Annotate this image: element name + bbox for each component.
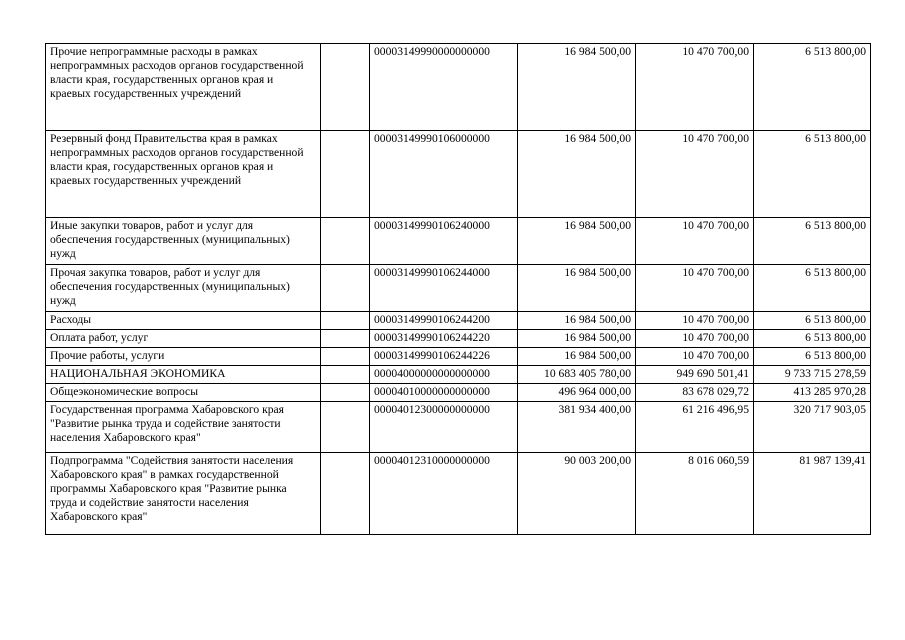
row-value-remain-cell: 6 513 800,00 [754, 330, 871, 348]
row-value-remain-cell: 6 513 800,00 [754, 265, 871, 312]
row-value-exec-cell: 10 470 700,00 [636, 218, 754, 265]
row-value-exec-cell: 10 470 700,00 [636, 265, 754, 312]
row-value-plan-cell: 381 934 400,00 [518, 402, 636, 453]
table-row [46, 366, 871, 384]
row-empty-cell [321, 312, 370, 330]
row-value-plan-cell: 16 984 500,00 [518, 265, 636, 312]
row-name-cell: Государственная программа Хабаровского края "Развитие рынка труда и содействие занятости населения Хабаровского края" [46, 402, 321, 453]
row-value-exec-cell: 10 470 700,00 [636, 348, 754, 366]
row-code-cell: 00004012310000000000 [370, 453, 518, 535]
row-code-cell: 00003149990106244220 [370, 330, 518, 348]
row-code-cell: 00003149990000000000 [370, 44, 518, 131]
row-value-plan-cell: 16 984 500,00 [518, 44, 636, 131]
row-value-plan-cell: 16 984 500,00 [518, 218, 636, 265]
row-name-cell: Расходы [46, 312, 321, 330]
row-value-remain-cell: 9 733 715 278,59 [754, 366, 871, 384]
row-value-exec-cell: 10 470 700,00 [636, 330, 754, 348]
table-row [46, 265, 871, 312]
table-row [46, 44, 871, 131]
row-value-plan-cell: 90 003 200,00 [518, 453, 636, 535]
table-row [46, 330, 871, 348]
row-value-exec-cell: 949 690 501,41 [636, 366, 754, 384]
row-name-cell: Прочие непрограммные расходы в рамках непрограммных расходов органов государственной власти края, государственных органов края и краевых государственных учреждений [46, 44, 321, 131]
table-row [46, 384, 871, 402]
row-name-cell: Оплата работ, услуг [46, 330, 321, 348]
row-empty-cell [321, 44, 370, 131]
row-value-remain-cell: 6 513 800,00 [754, 131, 871, 218]
table-row [46, 402, 871, 453]
row-name-cell: НАЦИОНАЛЬНАЯ ЭКОНОМИКА [46, 366, 321, 384]
row-code-cell: 00004000000000000000 [370, 366, 518, 384]
row-value-plan-cell: 16 984 500,00 [518, 312, 636, 330]
row-value-exec-cell: 10 470 700,00 [636, 312, 754, 330]
row-empty-cell [321, 366, 370, 384]
row-value-exec-cell: 8 016 060,59 [636, 453, 754, 535]
row-code-cell: 00003149990106240000 [370, 218, 518, 265]
row-empty-cell [321, 384, 370, 402]
row-name-cell: Иные закупки товаров, работ и услуг для обеспечения государственных (муниципальных) нужд [46, 218, 321, 265]
row-code-cell: 00003149990106244000 [370, 265, 518, 312]
row-value-remain-cell: 320 717 903,05 [754, 402, 871, 453]
row-value-remain-cell: 6 513 800,00 [754, 218, 871, 265]
row-empty-cell [321, 453, 370, 535]
budget-table-body [46, 44, 871, 535]
row-code-cell: 00004010000000000000 [370, 384, 518, 402]
row-empty-cell [321, 265, 370, 312]
row-value-remain-cell: 413 285 970,28 [754, 384, 871, 402]
row-empty-cell [321, 330, 370, 348]
row-empty-cell [321, 348, 370, 366]
table-row [46, 312, 871, 330]
row-value-exec-cell: 10 470 700,00 [636, 131, 754, 218]
row-name-cell: Прочая закупка товаров, работ и услуг для обеспечения государственных (муниципальных) нужд [46, 265, 321, 312]
row-value-exec-cell: 61 216 496,95 [636, 402, 754, 453]
row-name-cell: Прочие работы, услуги [46, 348, 321, 366]
budget-table [45, 43, 871, 535]
row-name-cell: Подпрограмма "Содействия занятости населения Хабаровского края" в рамках государственной программы Хабаровского края "Развитие рынка труда и содействие занятости населения Хабаровского края" [46, 453, 321, 535]
table-row [46, 453, 871, 535]
row-value-plan-cell: 10 683 405 780,00 [518, 366, 636, 384]
row-value-plan-cell: 16 984 500,00 [518, 131, 636, 218]
row-empty-cell [321, 402, 370, 453]
row-value-plan-cell: 16 984 500,00 [518, 330, 636, 348]
row-value-plan-cell: 496 964 000,00 [518, 384, 636, 402]
row-value-remain-cell: 6 513 800,00 [754, 312, 871, 330]
row-value-remain-cell: 6 513 800,00 [754, 44, 871, 131]
row-value-exec-cell: 83 678 029,72 [636, 384, 754, 402]
row-name-cell: Резервный фонд Правительства края в рамках непрограммных расходов органов государственной власти края, государственных органов края и краевых государственных учреждений [46, 131, 321, 218]
row-code-cell: 00003149990106244200 [370, 312, 518, 330]
row-value-exec-cell: 10 470 700,00 [636, 44, 754, 131]
row-empty-cell [321, 218, 370, 265]
row-code-cell: 00003149990106000000 [370, 131, 518, 218]
row-value-remain-cell: 81 987 139,41 [754, 453, 871, 535]
row-value-plan-cell: 16 984 500,00 [518, 348, 636, 366]
table-row [46, 348, 871, 366]
table-row [46, 131, 871, 218]
row-code-cell: 00004012300000000000 [370, 402, 518, 453]
row-code-cell: 00003149990106244226 [370, 348, 518, 366]
row-empty-cell [321, 131, 370, 218]
row-value-remain-cell: 6 513 800,00 [754, 348, 871, 366]
row-name-cell: Общеэкономические вопросы [46, 384, 321, 402]
table-row [46, 218, 871, 265]
